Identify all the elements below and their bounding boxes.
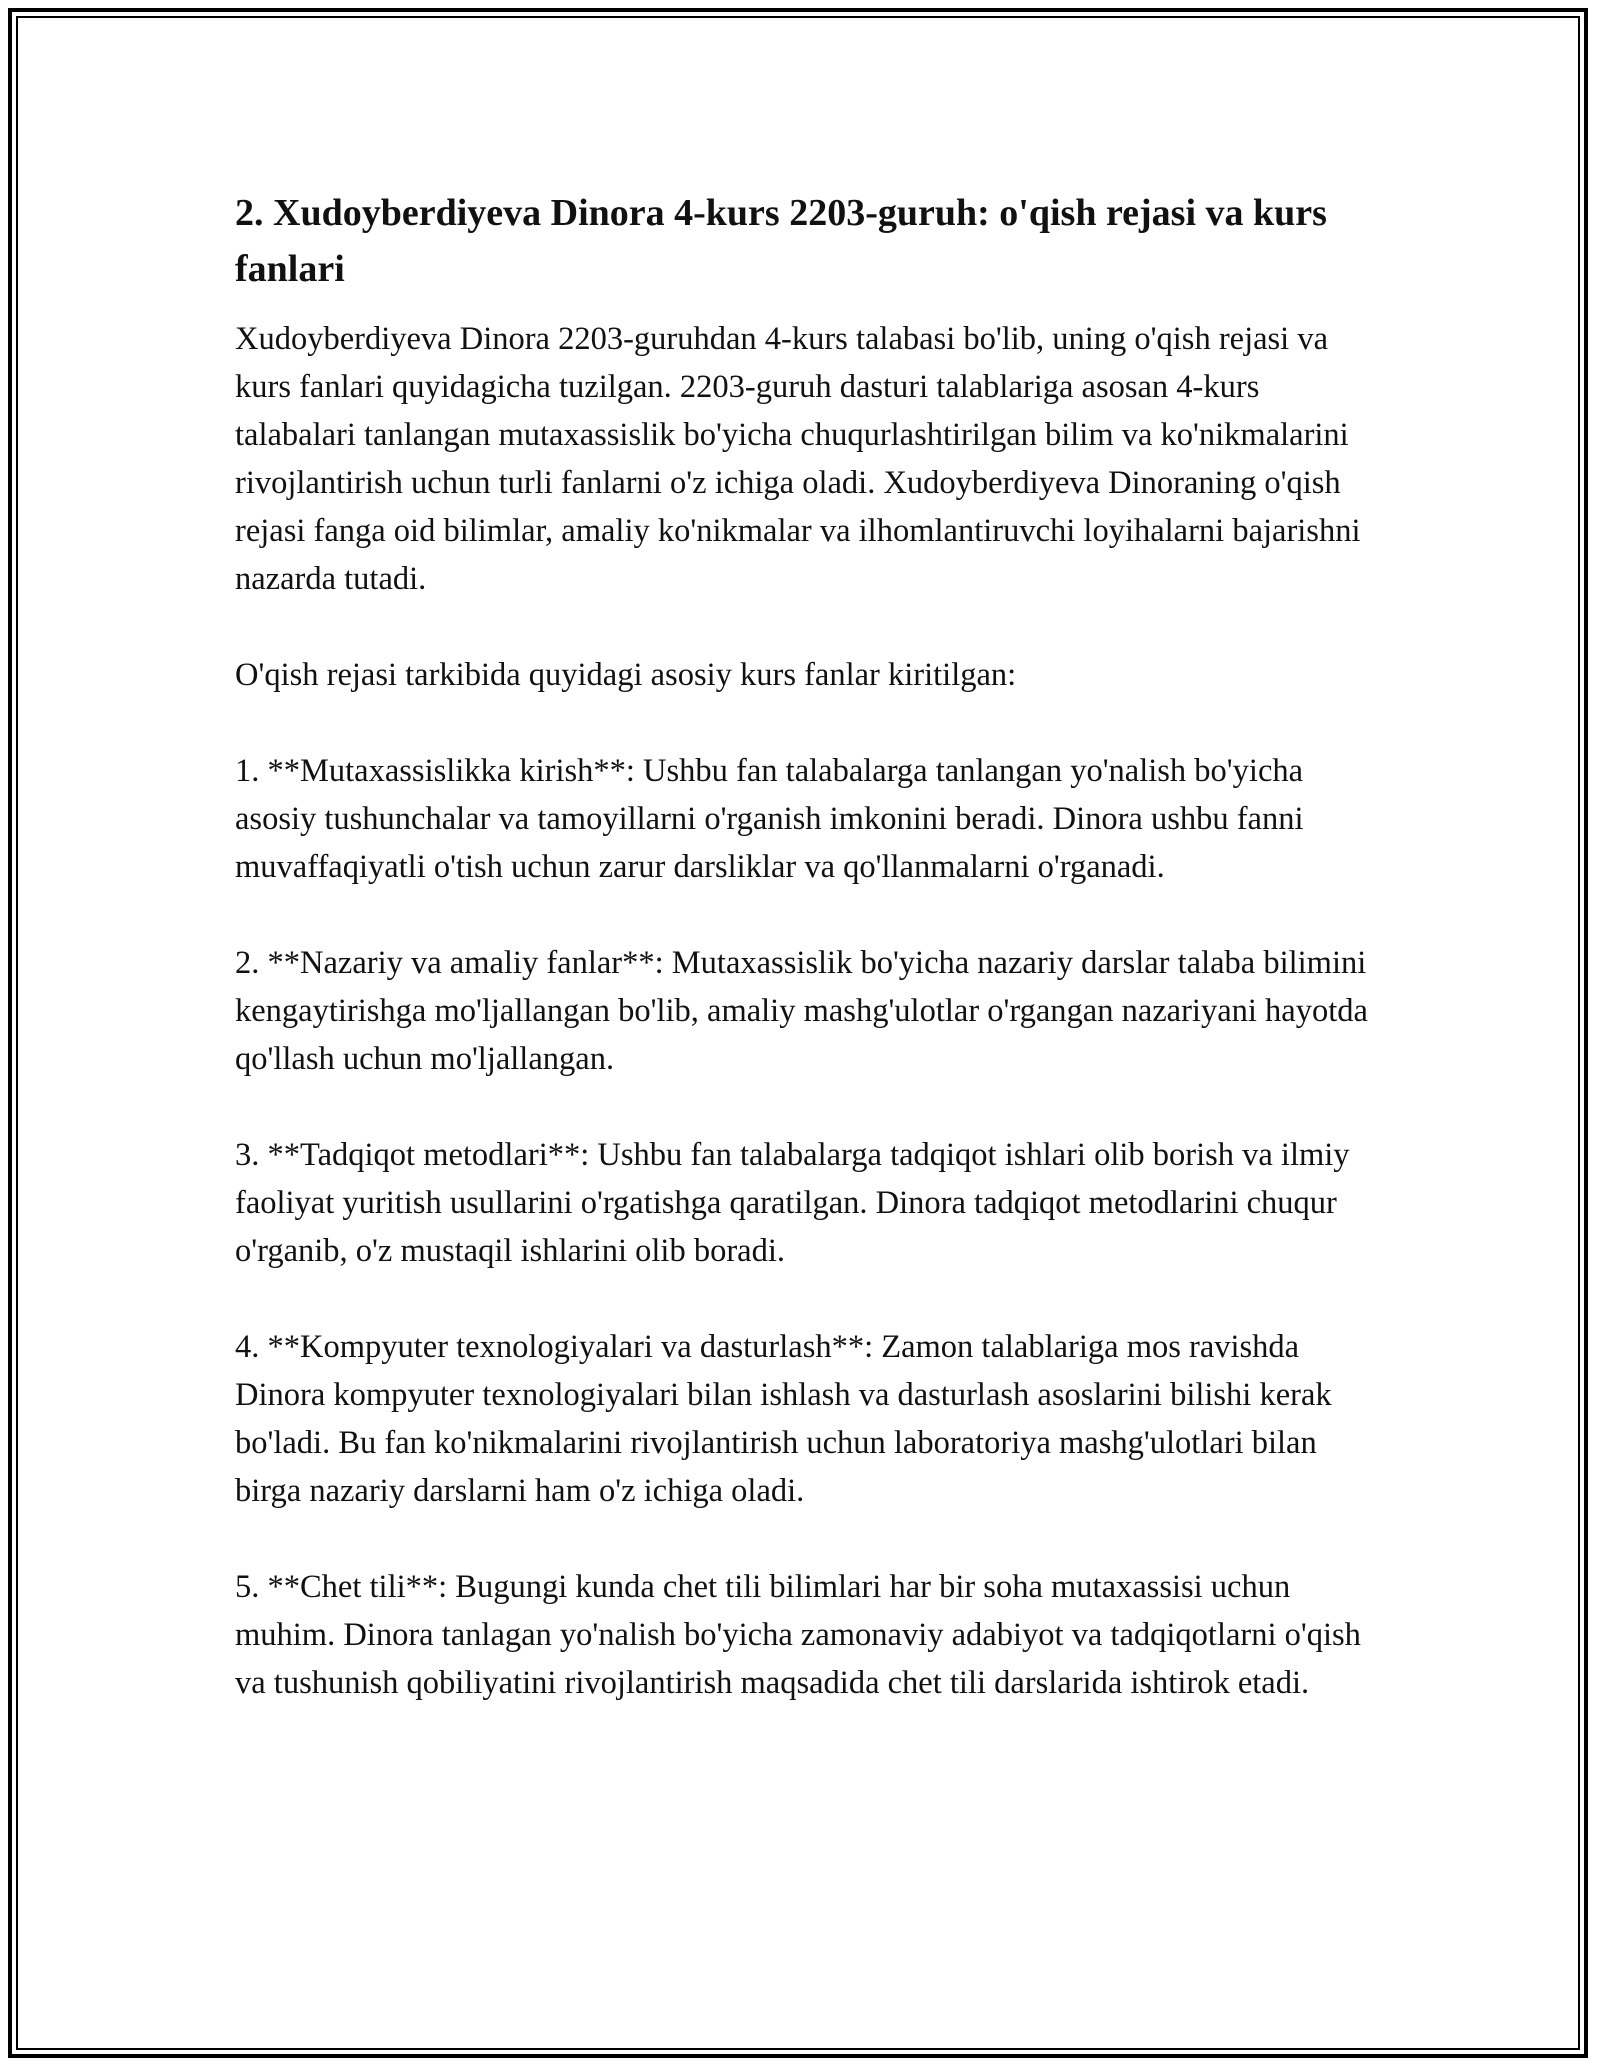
document-body [235, 185, 1375, 1755]
subjects-intro-paragraph: O'qish rejasi tarkibida quyidagi asosiy kurs fanlar kiritilgan: [235, 657, 1017, 693]
subject-item-1: 1. **Mutaxassislikka kirish**: Ushbu fan talabalarga tanlangan yo'nalish bo'yicha asosiy tushunchalar va tamoyillarni o'rganish imkonini beradi. Dinora ushbu fanni muvaffaqiyatli o'tish uchun zarur darsliklar va qo'llanmalarni o'rganadi. [235, 753, 1304, 885]
subject-item-2: 2. **Nazariy va amaliy fanlar**: Mutaxassislik bo'yicha nazariy darslar talaba bilimini kengaytirishga mo'ljallangan bo'lib, amaliy mashg'ulotlar o'rgangan nazariyani hayotda qo'llash uchun mo'ljallangan. [235, 945, 1368, 1077]
subject-item-3: 3. **Tadqiqot metodlari**: Ushbu fan talabalarga tadqiqot ishlari olib borish va ilmiy faoliyat yuritish usullarini o'rgatishga qaratilgan. Dinora tadqiqot metodlarini chuqur o'rganib, o'z mustaqil ishlarini olib boradi. [235, 1137, 1350, 1269]
subject-item-5: 5. **Chet tili**: Bugungi kunda chet tili bilimlari har bir soha mutaxassisi uchun muhim. Dinora tanlagan yo'nalish bo'yicha zamonaviy adabiyot va tadqiqotlarni o'qish va tushunish qobiliyatini rivojlantirish maqsadida chet tili darslarida ishtirok etadi. [235, 1569, 1361, 1701]
section-heading: 2. Xudoyberdiyeva Dinora 4-kurs 2203-guruh: o'qish rejasi va kurs fanlari [235, 192, 1327, 290]
subject-item-4: 4. **Kompyuter texnologiyalari va dasturlash**: Zamon talablariga mos ravishda Dinora kompyuter texnologiyalari bilan ishlash va dasturlash asoslarini bilishi kerak bo'ladi. Bu fan ko'nikmalarini rivojlantirish uchun laboratoriya mashg'ulotlari bilan birga nazariy darslarni ham o'z ichiga oladi. [235, 1329, 1332, 1509]
intro-paragraph: Xudoyberdiyeva Dinora 2203-guruhdan 4-kurs talabasi bo'lib, uning o'qish rejasi va kurs fanlari quyidagicha tuzilgan. 2203-guruh dasturi talablariga asosan 4-kurs talabalari tanlangan mutaxassislik bo'yicha chuqurlashtirilgan bilim va ko'nikmalarini rivojlantirish uchun turli fanlarni o'z ichiga oladi. Xudoyberdiyeva Dinoraning o'qish rejasi fanga oid bilimlar, amaliy ko'nikmalar va ilhomlantiruvchi loyihalarni bajarishni nazarda tutadi. [235, 321, 1361, 597]
